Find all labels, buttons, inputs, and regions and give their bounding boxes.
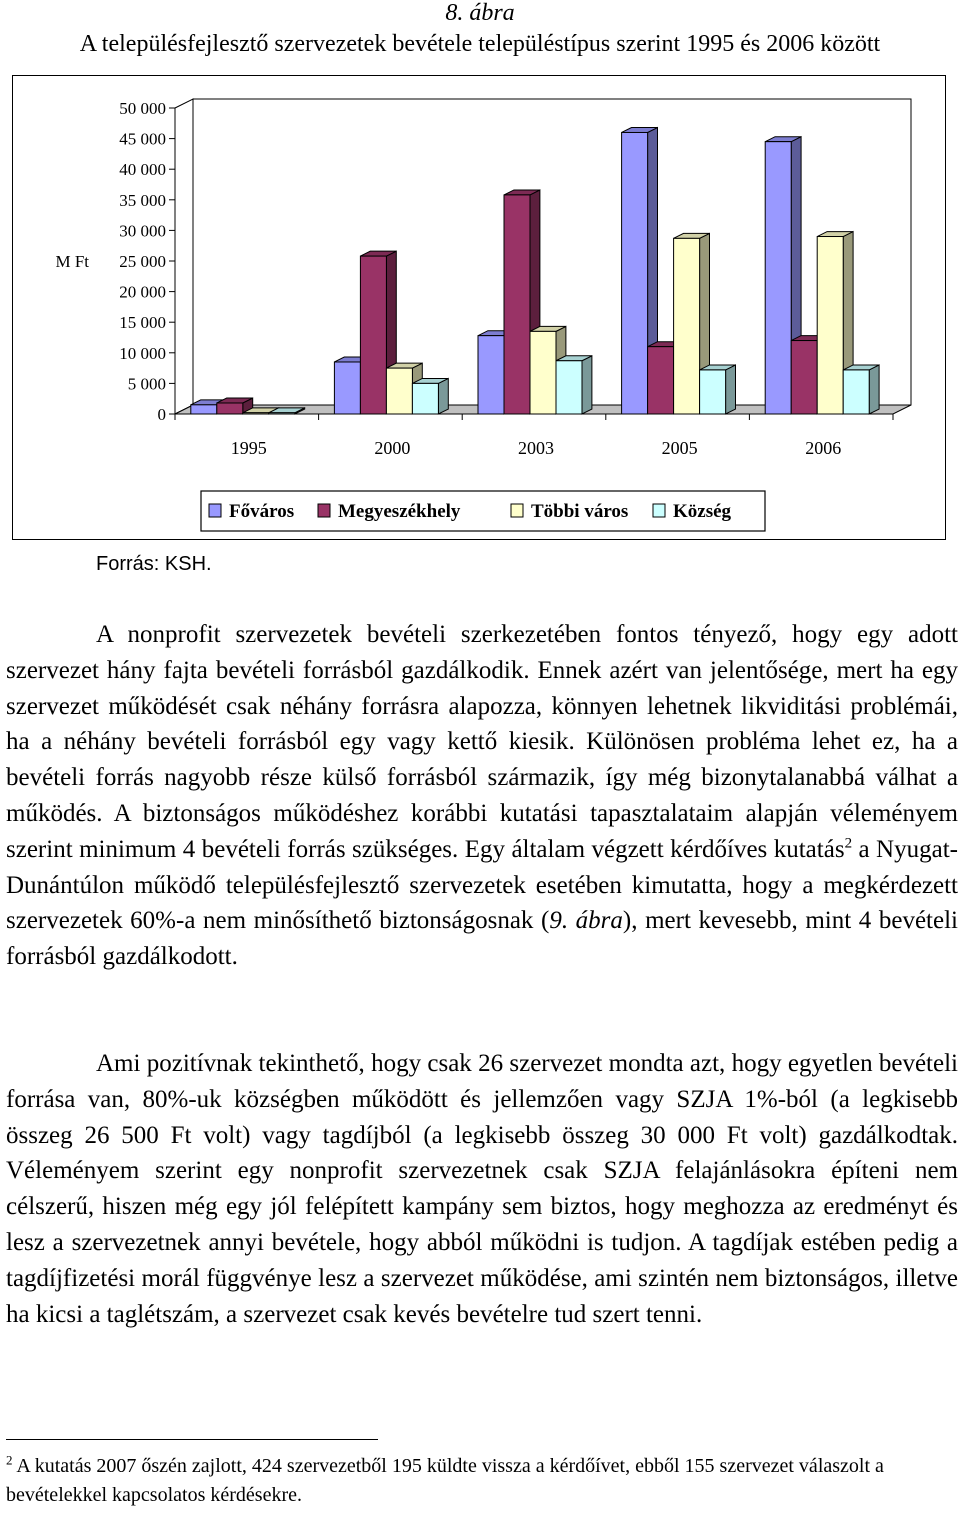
bar [674,238,700,414]
y-tick-label: 15 000 [119,313,166,333]
y-tick-label: 35 000 [119,190,166,210]
bar [504,195,530,414]
bar [412,383,438,414]
figure-title: A településfejlesztő szervezetek bevétele településtípus szerint 1995 és 2006 között [79,31,881,57]
y-tick-label: 45 000 [119,129,166,149]
body-paragraph-1 [6,617,958,975]
body-text: a Nyugat-Dunántúlon működő településfejlesztő szervezetek esetében kimutatta, hogy a megkérdezett szervezetek 60%-a nem minősíthető biztonságosnak ( [6,835,958,935]
body-text: ), mert kevesebb, mint 4 bevételi forrásból gazdálkodott. [6,907,958,971]
bar [700,370,726,414]
bar [530,331,556,414]
bar [269,413,295,414]
figure-reference[interactable]: 9. ábra [549,907,623,935]
legend-label: Megyeszékhely [338,501,461,522]
bar [334,362,360,414]
bar [243,413,269,414]
y-tick-label: 30 000 [119,221,166,241]
legend-swatch [653,504,665,517]
legend-swatch [209,504,221,517]
chart-frame [12,75,946,540]
bar [386,368,412,414]
legend-swatch [318,504,330,517]
bar [765,142,791,414]
footnote-mark: 2 [6,1452,13,1468]
x-tick-label: 2003 [518,438,554,458]
y-axis-label: M Ft [55,252,89,271]
bar-chart [13,76,945,539]
footnote-text: A kutatás 2007 őszén zajlott, 424 szervezetből 195 küldte vissza a kérdőívet, ebből 155 szervezet válaszolt a bevételekkel kapcsolatos kérdésekre. [6,1455,884,1506]
legend-label: Főváros [229,501,295,522]
bar [217,403,243,414]
y-tick-label: 40 000 [119,160,166,180]
bar [817,237,843,414]
bar [191,405,217,414]
legend-swatch [511,504,523,517]
bar-side [438,378,448,414]
body-paragraph-2: Ami pozitívnak tekinthető, hogy csak 26 szervezet mondta azt, hogy egyetlen bevételi forrása van, 80%-uk községben működött és jellemzően vagy SZJA 1%-ból (a legkisebb összeg 26 500 Ft volt) vagy tagdíjból (a legkisebb összeg 30 000 Ft volt) gazdálkodtak. Véleményem szerint egy nonprofit szervezetnek csak SZJA felajánlásokra építeni nem célszerű, hiszen még egy jól felépített kampány sem biztos, hogy meghozza az eredményt és lesz a szervezetnek annyi bevétele, hogy abból működni is tudjon. A tagdíjak estében pedig a tagdíjfizetési morál függvénye lesz a szervezet működése, ami szintén nem biztonságos, illetve ha kicsi a taglétszám, a szervezet csak kevés bevételre tud szert tenni. [6,1050,958,1328]
x-tick-label: 1995 [230,438,267,458]
legend-label: Többi város [531,501,629,522]
bar [648,347,674,414]
bar-side [582,356,592,414]
y-tick-label: 50 000 [119,99,166,118]
x-tick-label: 2006 [805,438,842,458]
bar-side [726,365,736,414]
body-text: A nonprofit szervezetek bevételi szerkezetében fontos tényező, hogy egy adott szervezet hány fajta bevételi forrásból gazdálkodik. Ennek azért van jelentősége, mert ha egy szervezet működését csak néhány forrásra alapozza, könnyen lehetnek likviditási problémái, ha a néhány bevételi forrásból egy vagy kettő kiesik. Különösen probléma lehet ez, ha a bevételi forrás nagyobb része külső forrásból származik, így még bizonytalanabbá válhat a működés. A biztonságos működéshez korábbi kutatási tapasztalataim alapján véleményem szerint minimum 4 bevételi forrás szükséges. Egy általam végzett kérdőíves kutatás [6,621,958,863]
footnote [6,1452,958,1510]
y-tick-label: 0 [157,405,166,424]
source-note: Forrás: KSH. [96,553,212,575]
bar [791,341,817,414]
footnote-reference[interactable]: 2 [844,835,853,852]
bar [556,361,582,414]
bar [360,256,386,414]
bar-side [869,365,879,414]
legend-label: Község [673,501,732,522]
x-tick-label: 2000 [374,438,411,458]
y-tick-label: 5 000 [127,374,166,394]
y-tick-label: 10 000 [119,343,166,363]
y-tick-label: 20 000 [119,282,166,302]
figure-number: 8. ábra [445,0,515,26]
y-tick-label: 25 000 [119,252,166,271]
footnote-separator [6,1439,378,1440]
bar [843,370,869,414]
x-tick-label: 2005 [661,438,698,458]
chart-side-wall [175,99,193,414]
bar [478,336,504,414]
bar [622,132,648,414]
